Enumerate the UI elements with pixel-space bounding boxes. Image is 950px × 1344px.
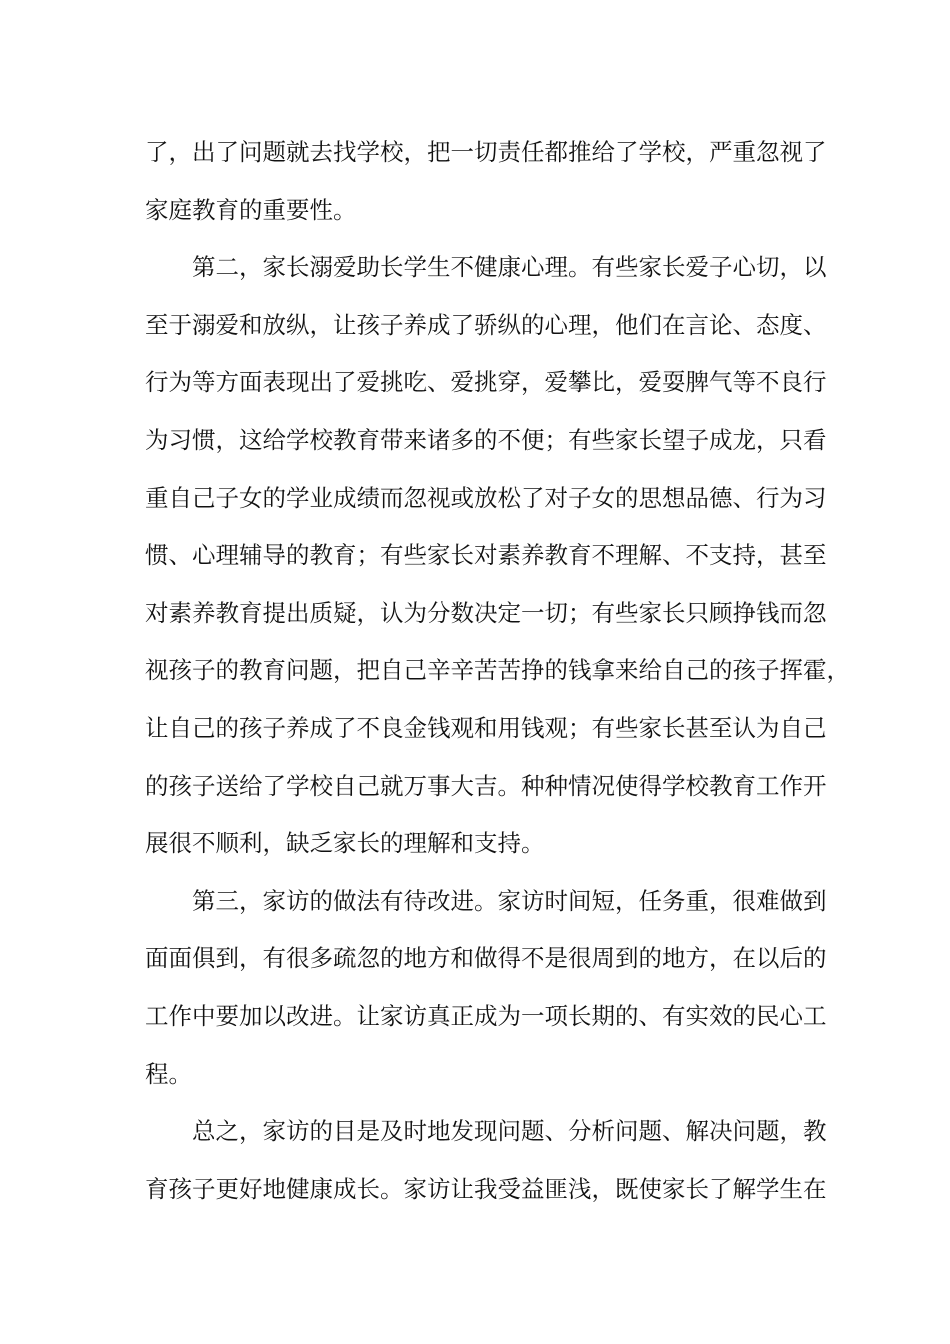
text-line: 总之，家访的目是及时地发现问题、分析问题、解决问题，教 xyxy=(192,1117,827,1146)
text-line: 至于溺爱和放纵，让孩子养成了骄纵的心理，他们在言论、态度、 xyxy=(145,310,827,339)
text-line: 工作中要加以改进。让家访真正成为一项长期的、有实效的民心工 xyxy=(145,1001,827,1030)
text-line: 程。 xyxy=(145,1059,192,1088)
text-line: 家庭教育的重要性。 xyxy=(145,195,357,224)
text-line: 视孩子的教育问题，把自己辛辛苦苦挣的钱拿来给自己的孩子挥霍， xyxy=(145,656,850,685)
document-body xyxy=(145,124,850,1218)
text-line: 惯、心理辅导的教育；有些家长对素养教育不理解、不支持，甚至 xyxy=(145,541,827,570)
text-line: 重自己子女的学业成绩而忽视或放松了对子女的思想品德、行为习 xyxy=(145,483,827,512)
text-line: 让自己的孩子养成了不良金钱观和用钱观；有些家长甚至认为自己 xyxy=(145,713,827,742)
paragraph-continuation xyxy=(145,124,827,239)
text-line: 第二，家长溺爱助长学生不健康心理。有些家长爱子心切，以 xyxy=(192,253,827,282)
text-line: 行为等方面表现出了爱挑吃、爱挑穿，爱攀比，爱耍脾气等不良行 xyxy=(145,368,827,397)
text-line: 面面俱到，有很多疏忽的地方和做得不是很周到的地方，在以后的 xyxy=(145,944,827,973)
paragraph-third-point xyxy=(145,873,827,1103)
text-line: 为习惯，这给学校教育带来诸多的不便；有些家长望子成龙，只看 xyxy=(145,425,827,454)
text-line: 的孩子送给了学校自己就万事大吉。种种情况使得学校教育工作开 xyxy=(145,771,827,800)
paragraph-second-point xyxy=(145,239,850,873)
text-line: 了，出了问题就去找学校，把一切责任都推给了学校，严重忽视了 xyxy=(145,138,827,166)
text-line: 对素养教育提出质疑，认为分数决定一切；有些家长只顾挣钱而忽 xyxy=(145,598,827,627)
text-line: 育孩子更好地健康成长。家访让我受益匪浅，既使家长了解学生在 xyxy=(145,1174,827,1203)
text-line: 第三，家访的做法有待改进。家访时间短，任务重，很难做到 xyxy=(192,886,827,915)
text-line: 展很不顺利，缺乏家长的理解和支持。 xyxy=(145,829,545,858)
paragraph-conclusion xyxy=(145,1103,827,1218)
